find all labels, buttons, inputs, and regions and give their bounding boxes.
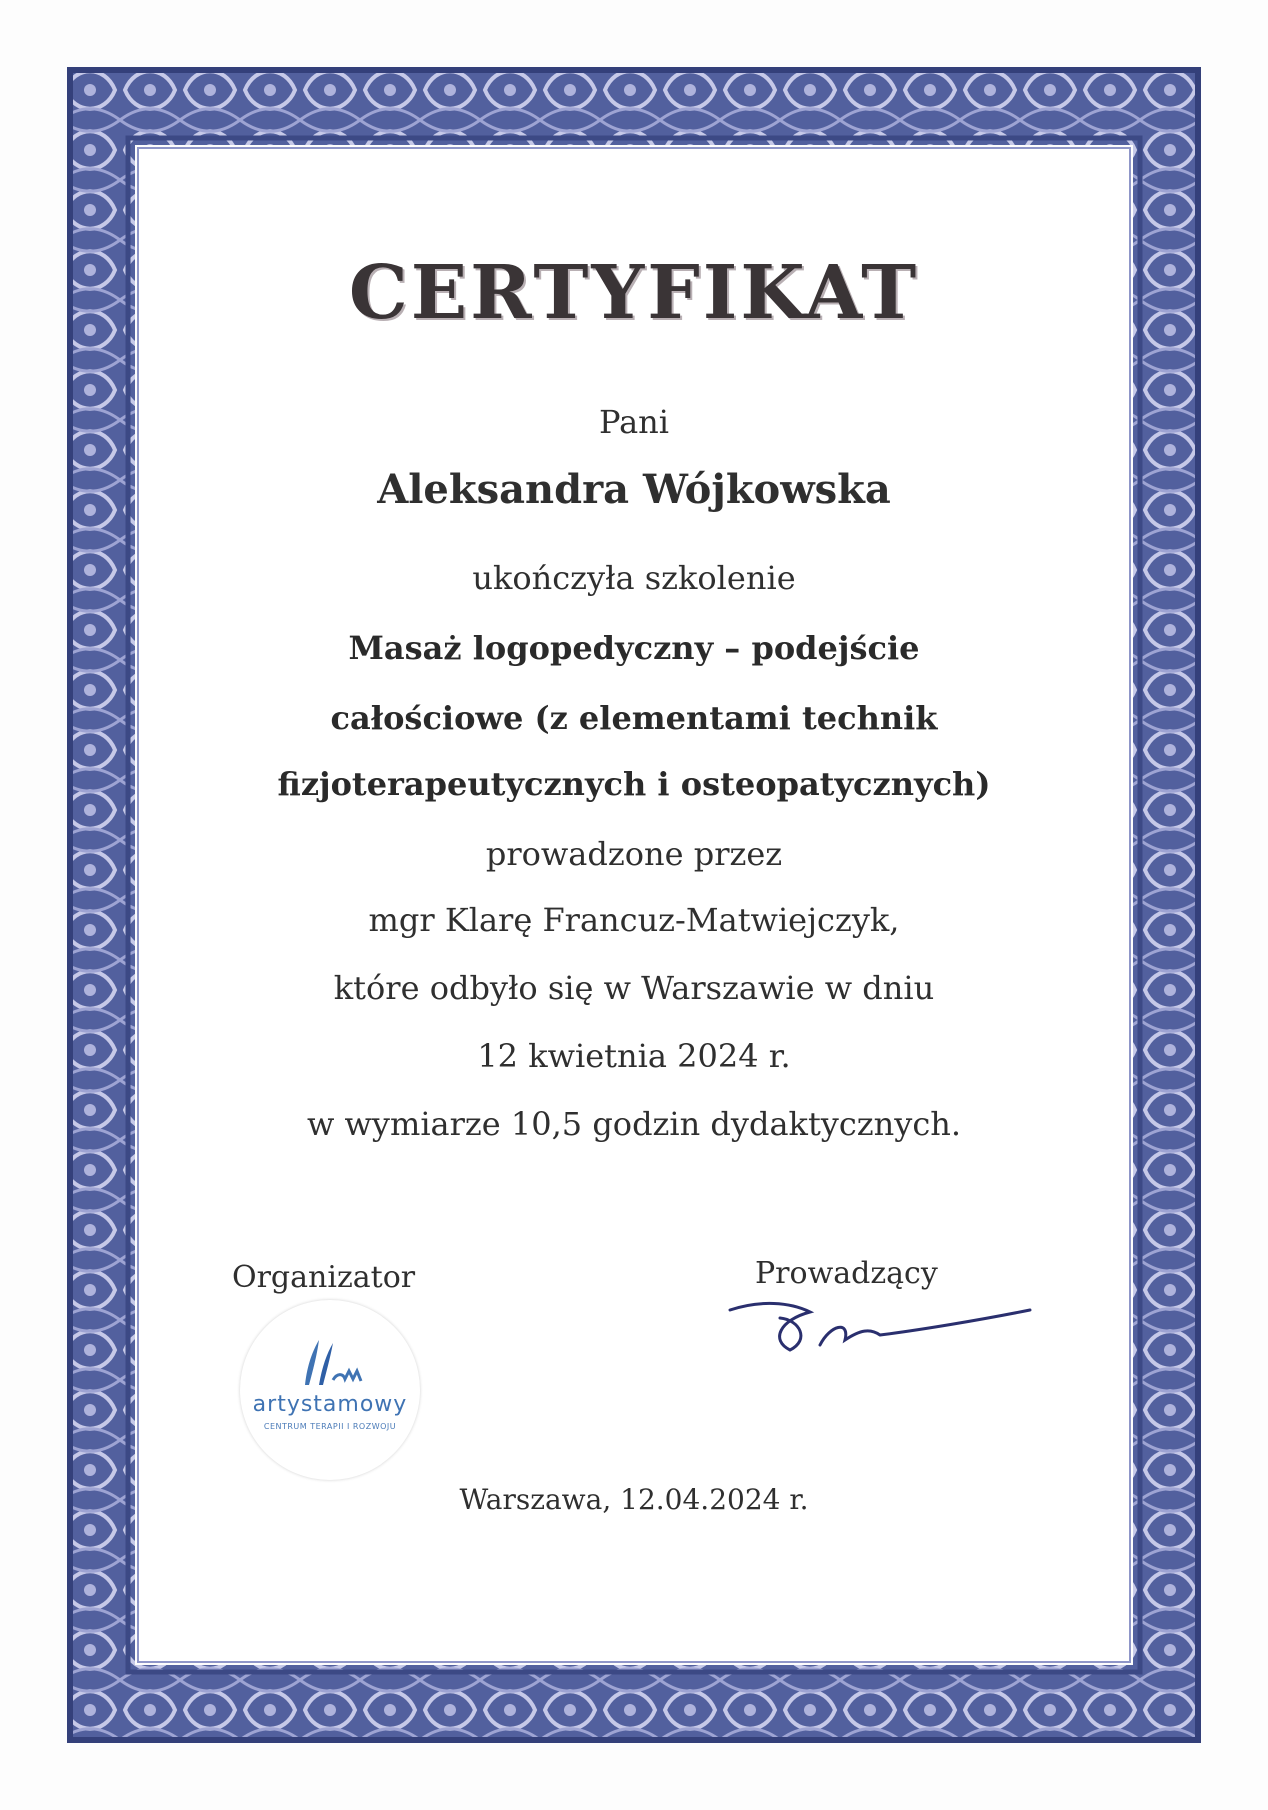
certificate-title: CERTYFIKAT [348,250,920,336]
brush-logo-icon [295,1335,365,1390]
leader-label: Prowadzący [755,1256,938,1291]
date-long: 12 kwietnia 2024 r. [477,1037,791,1075]
course-title-line-2: całościowe (z elementami technik [330,699,938,737]
place-and-date: Warszawa, 12.04.2024 r. [459,1483,809,1516]
salutation: Pani [598,403,669,441]
recipient-name: Aleksandra Wójkowska [377,466,891,513]
held-text: które odbyło się w Warszawie w dniu [333,969,935,1007]
logo-brand-text: artystamowy [252,1392,408,1417]
completed-text: ukończyła szkolenie [472,559,796,597]
course-title-line-1: Masaż logopedyczny – podejście [348,629,920,667]
organizer-logo [240,1300,420,1480]
led-by-text: prowadzone przez [485,835,783,873]
signature-icon [720,1290,1040,1370]
logo-subtitle: CENTRUM TERAPII I ROZWOJU [263,1422,397,1431]
hours-text: w wymiarze 10,5 godzin dydaktycznych. [306,1105,962,1143]
certificate-content [140,150,1128,1660]
course-title-line-3: fizjoterapeutycznych i osteopatycznych) [277,765,991,803]
organizer-label: Organizator [232,1260,416,1295]
instructor-name: mgr Klarę Francuz-Matwiejczyk, [368,901,900,939]
